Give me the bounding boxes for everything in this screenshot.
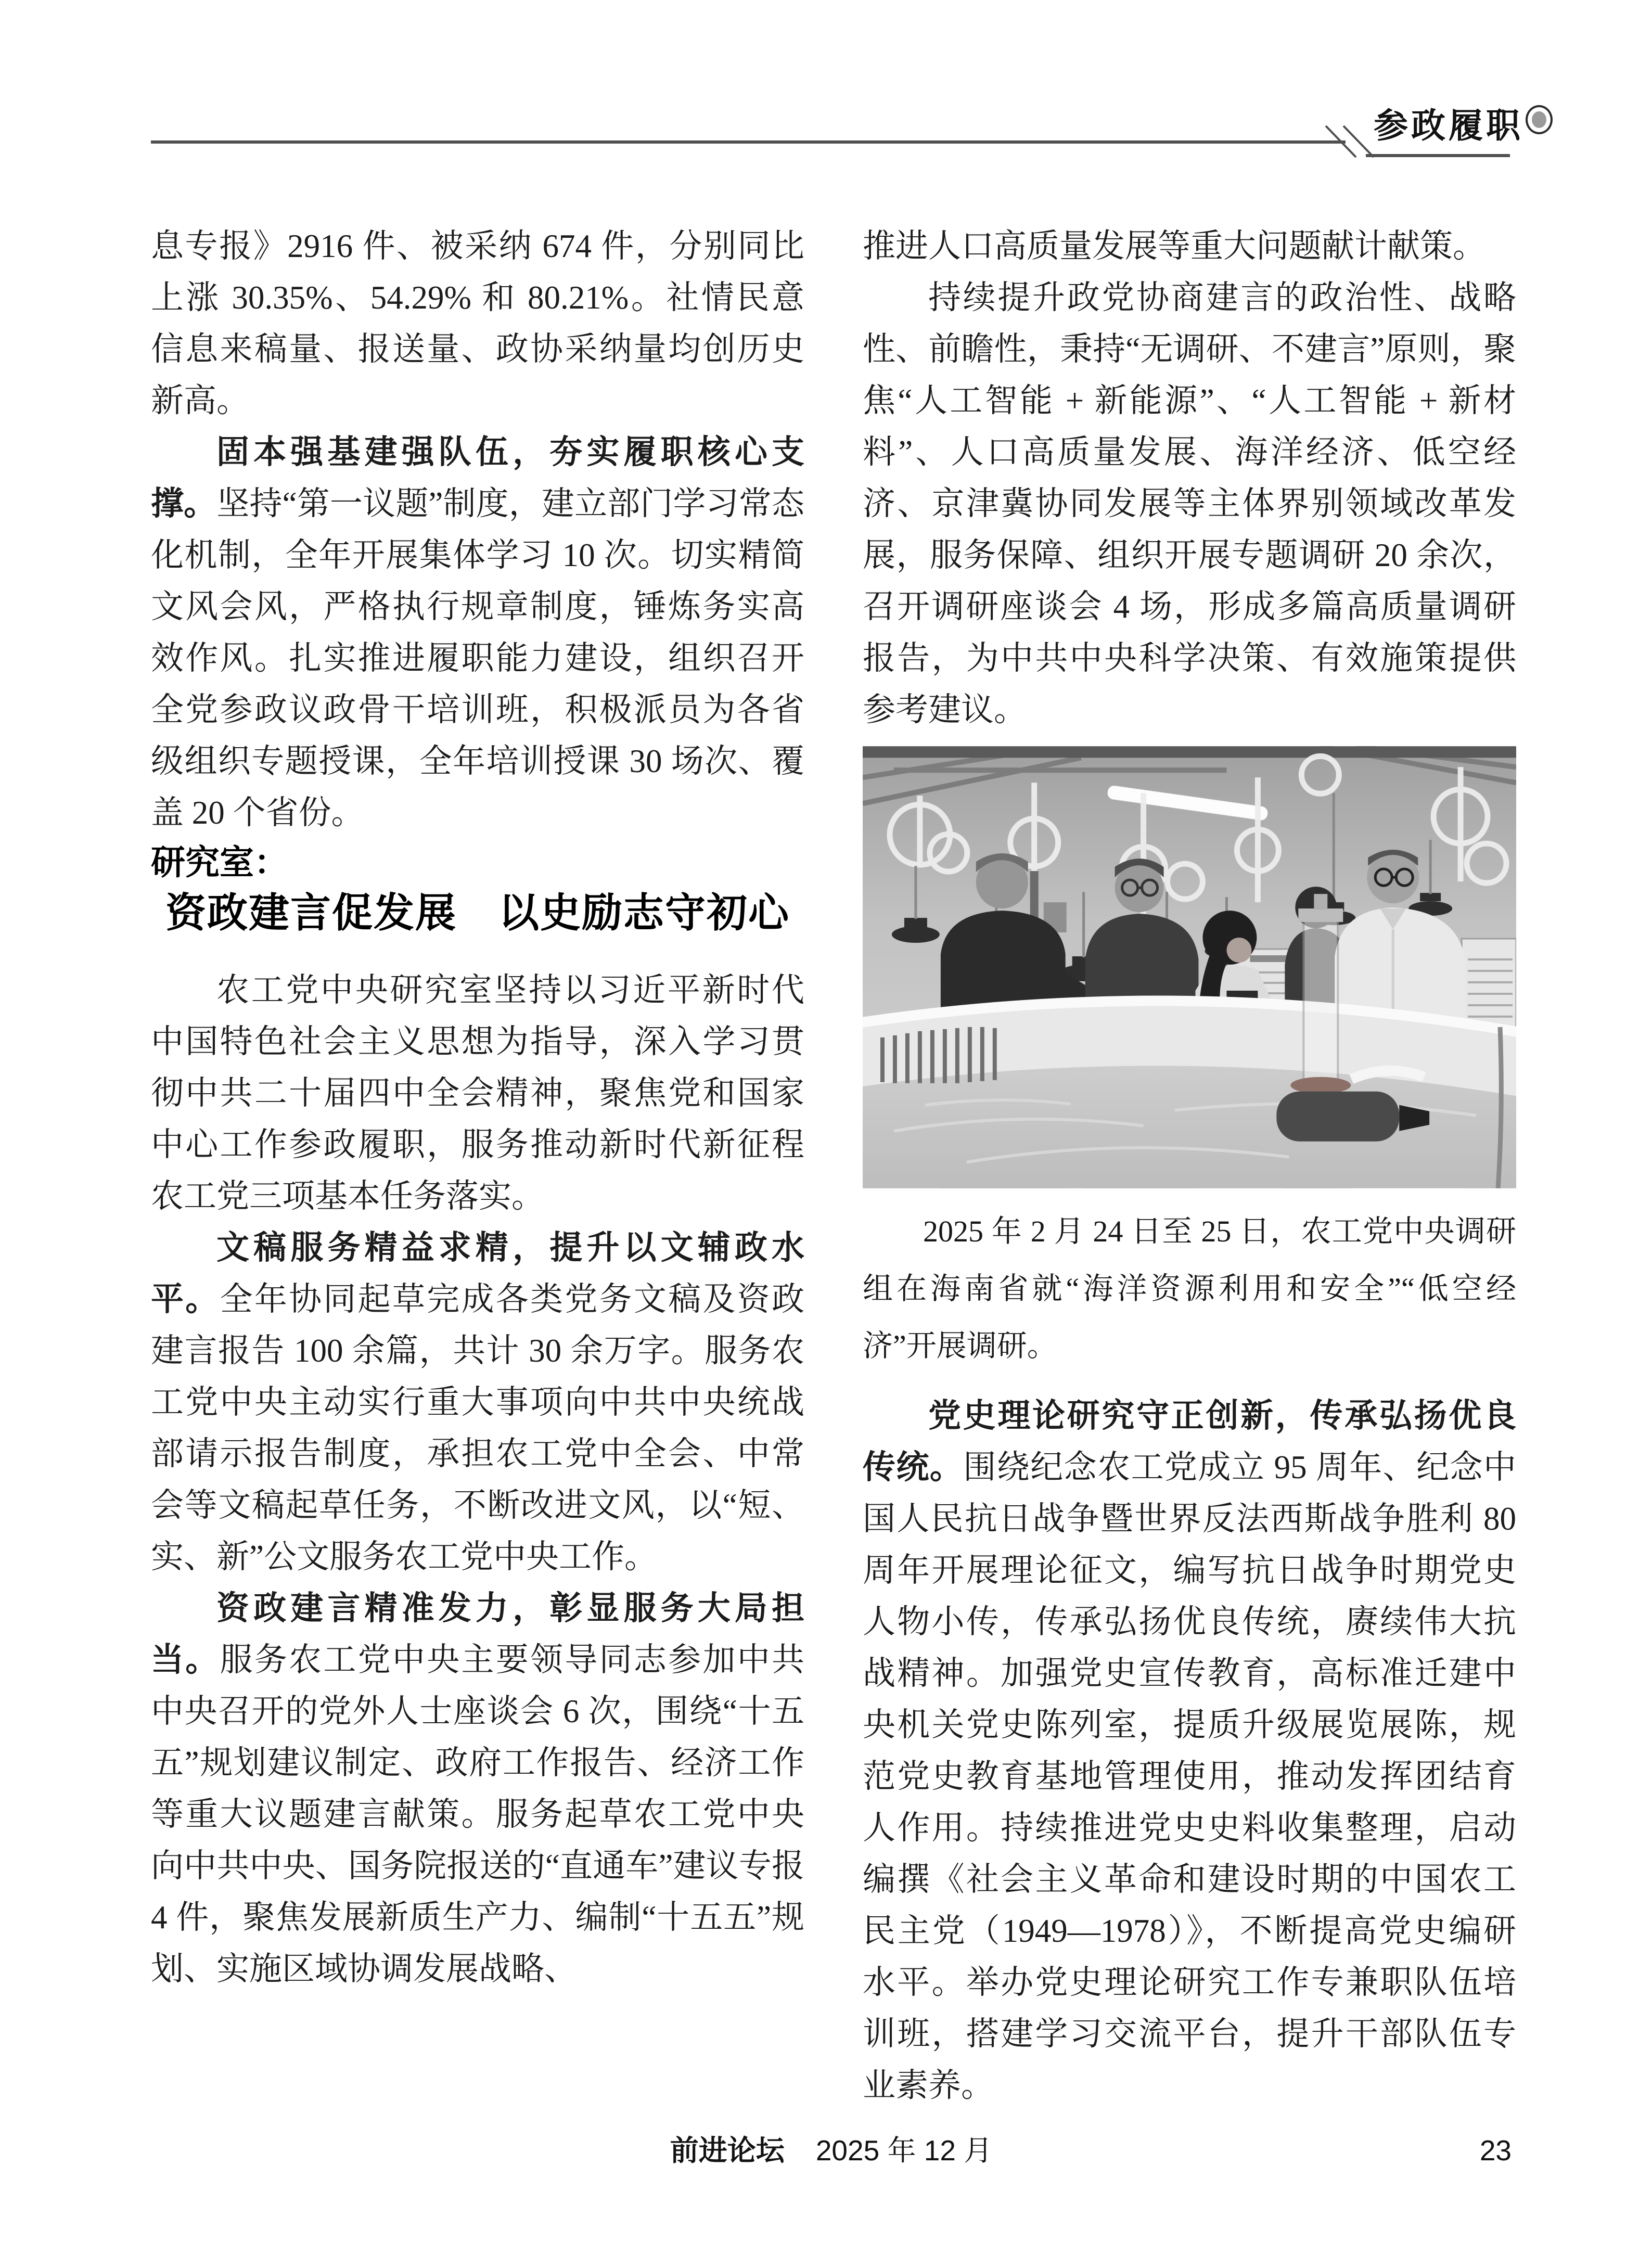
body-text: 息专报》2916 件、被采纳 674 件，分别同比上涨 30.35%、54.29% 和 80.21%。社情民意信息来稿量、报送量、政协采纳量均创历史新高。 — [151, 228, 804, 419]
photo-illustration — [863, 746, 1516, 1188]
paragraph — [863, 272, 1516, 736]
photo-caption: 2025 年 2 月 24 日至 25 日，农工党中央调研组在海南省就“海洋资源利用和安全”“低空经济”开展调研。 — [863, 1214, 1516, 1363]
body-text: 农工党中央研究室坚持以习近平新时代中国特色社会主义思想为指导，深入学习贯彻中共二十届四中全会精神，聚焦党和国家中心工作参政履职，服务推动新时代新征程农工党三项基本任务落实。 — [151, 972, 804, 1214]
paragraph — [863, 221, 1516, 272]
page-number: 23 — [1479, 2134, 1512, 2167]
paragraph — [151, 965, 804, 1222]
research-visit-photo — [863, 746, 1516, 1375]
bullseye-icon — [1526, 105, 1553, 134]
ceiling-beam — [863, 746, 1516, 758]
paragraph — [151, 427, 804, 839]
water-tank — [863, 1001, 1516, 1188]
paragraph-lead: 党史理论研究守正创新，传承弘扬优良传统。 — [863, 1398, 1516, 1485]
paragraph-lead: 文稿服务精益求精，提升以文辅政水平。 — [151, 1229, 804, 1317]
right-column — [863, 221, 1516, 2111]
body-text: 围绕纪念农工党成立 95 周年、纪念中国人民抗日战争暨世界反法西斯战争胜利 80 周年开展理论征文，编写抗日战争时期党史人物小传，传承弘扬优良传统，赓续伟大抗战精神。加强党史宣传教育，高标准迁建中央机关党史陈列室，提质升级展览展陈，规范党史教育基地管理使用，推动发挥团结育人作用。持续推进党史史料收集整理，启动编撰《社会主义革命和建设时期的中国农工民主党（1949—1978）》，不断提高党史编研水平。举办党史理论研究工作专兼职队伍培训班，搭建学习交流平台，提升干部队伍专业素养。 — [863, 1449, 1517, 2104]
paragraph — [151, 1222, 804, 1583]
section-header: 参政履职 — [1374, 107, 1523, 145]
left-column — [151, 221, 804, 1995]
article-title: 资政建言促发展 以史励志守初心 — [165, 890, 790, 936]
body-text: 坚持“第一议题”制度，建立部门学习常态化机制，全年开展集体学习 10 次。切实精简文风会风，严格执行规章制度，锤炼务实高效作风。扎实推进履职能力建设，组织召开全党参政议政骨干培训班，积极派员为各省级组织专题授课，全年培训授课 30 场次、覆盖 20 个省份。 — [151, 485, 804, 831]
body-text: 服务农工党中央主要领导同志参加中共中央召开的党外人士座谈会 6 次，围绕“十五五”规划建议制定、政府工作报告、经济工作等重大议题建言献策。服务起草农工党中央向中共中央、国务院报送的“直通车”建议专报 4 件，聚焦发展新质生产力、编制“十五五”规划、实施区域协调发展战略、 — [151, 1642, 805, 1987]
photo-frame — [863, 746, 1516, 1188]
body-text: 推进人口高质量发展等重大问题献计献策。 — [863, 228, 1485, 264]
issue-date: 2025 年 12 月 — [815, 2134, 993, 2167]
paragraph — [151, 221, 804, 427]
paragraph-lead: 资政建言精准发力，彰显服务大局担当。 — [151, 1590, 804, 1678]
footer — [151, 2132, 1512, 2169]
header-rule — [0, 0, 1652, 177]
body-text: 持续提升政党协商建言的政治性、战略性、前瞻性，秉持“无调研、不建言”原则，聚焦“人工智能 + 新能源”、“人工智能 + 新材料”、人口高质量发展、海洋经济、低空经济、京津冀协同发展等主体界别领域改革发展，服务保障、组织开展专题调研 20 余次，召开调研座谈会 4 场，形成多篇高质量调研报告，为中共中央科学决策、有效施策提供参考建议。 — [863, 279, 1516, 728]
journal-name: 前进论坛 — [670, 2134, 785, 2167]
paragraph — [151, 1583, 804, 1995]
paragraph-lead: 固本强基建强队伍，夯实履职核心支撑。 — [151, 434, 804, 522]
body-text: 全年协同起草完成各类党务文稿及资政建言报告 100 余篇，共计 30 余万字。服务农工党中央主动实行重大事项向中共中央统战部请示报告制度，承担农工党中全会、中常会等文稿起草任务，不断改进文风，以“短、实、新”公文服务农工党中央工作。 — [151, 1281, 805, 1575]
section-label: 研究室： — [151, 843, 288, 881]
paragraph — [863, 1390, 1516, 2111]
